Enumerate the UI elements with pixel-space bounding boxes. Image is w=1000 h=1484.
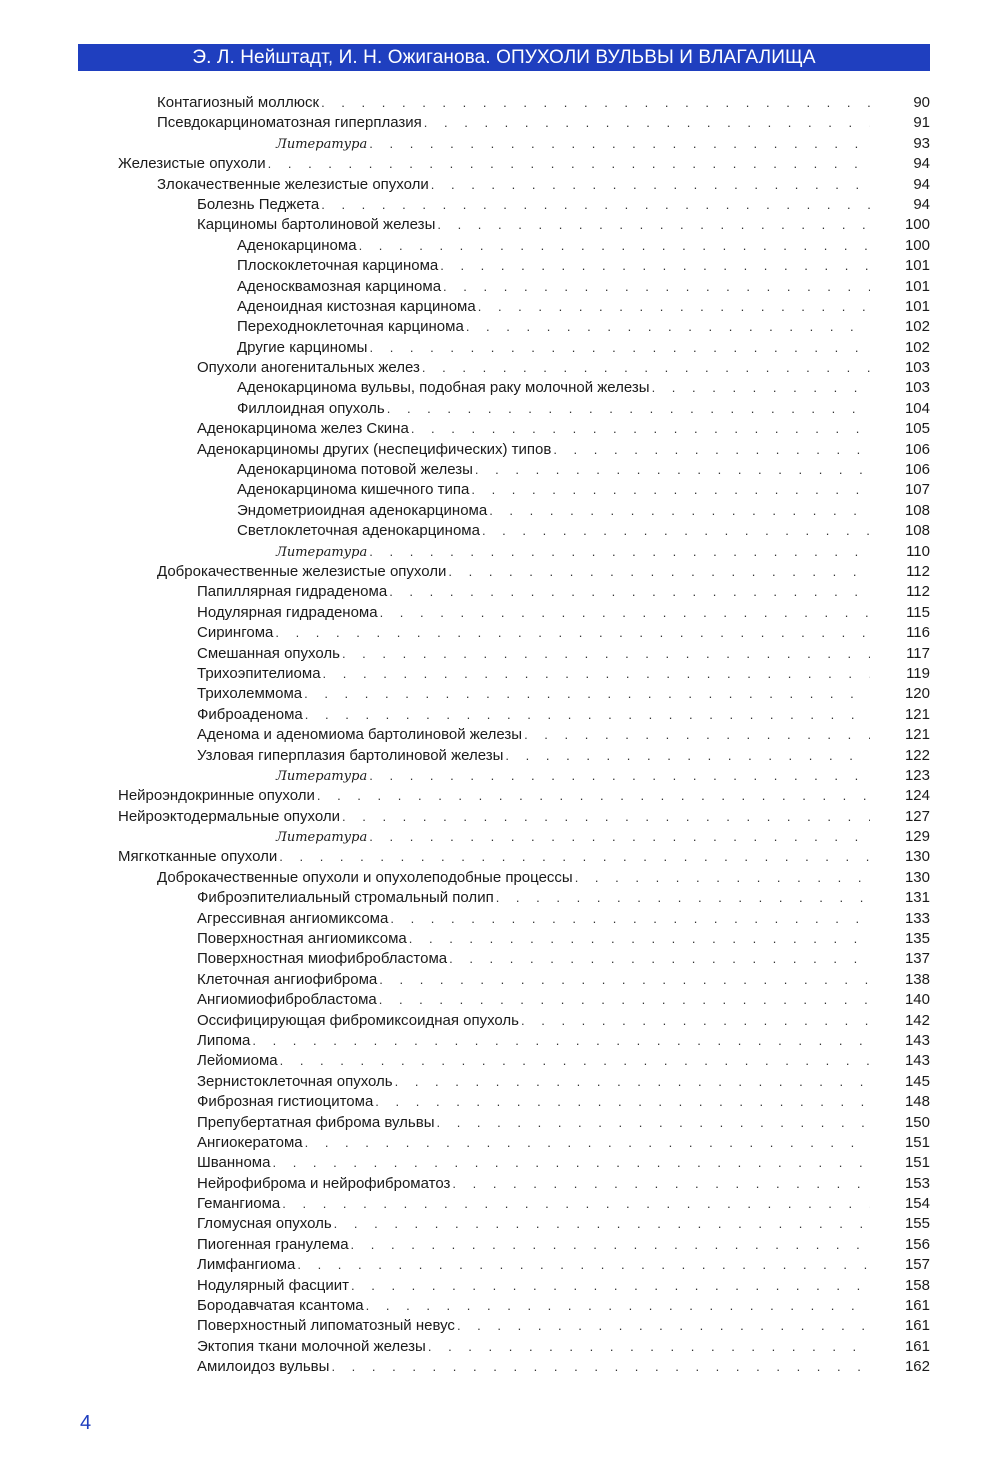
- toc-entry[interactable]: [0, 175, 1000, 195]
- toc-entry-title: Гемангиома: [197, 1194, 282, 1214]
- dot-leader: [321, 195, 870, 215]
- toc-entry-title: Зернистоклеточная опухоль: [197, 1072, 395, 1092]
- dot-leader: [342, 807, 870, 827]
- toc-entry-title: Сирингома: [197, 623, 275, 643]
- dot-leader: [342, 644, 870, 664]
- toc-entry-page: 131: [904, 889, 930, 907]
- toc-entry-page: 94: [913, 195, 930, 213]
- toc-entry-page: 143: [904, 1031, 930, 1049]
- toc-entry[interactable]: [0, 1296, 1000, 1316]
- toc-entry-page: 143: [904, 1052, 930, 1070]
- toc-entry-page: 155: [904, 1215, 930, 1233]
- dot-leader: [428, 1337, 870, 1357]
- toc-entry[interactable]: [0, 1194, 1000, 1214]
- toc-entry-page: 90: [913, 94, 930, 111]
- toc-entry-title: Аденокарциномы других (неспецифических) типов: [197, 440, 553, 460]
- toc-entry[interactable]: [0, 990, 1000, 1010]
- dot-leader: [351, 1276, 870, 1296]
- toc-entry-title: Пиогенная гранулема: [197, 1235, 351, 1255]
- toc-entry[interactable]: [0, 1174, 1000, 1194]
- dot-leader: [375, 1092, 870, 1112]
- toc-entry-page: 94: [913, 175, 930, 193]
- toc-entry[interactable]: [0, 746, 1000, 766]
- toc-entry-page: 117: [906, 644, 930, 662]
- toc-entry-page: 138: [904, 970, 930, 988]
- toc-entry[interactable]: [0, 501, 1000, 521]
- toc-entry-title: Трихоэпителиома: [197, 664, 323, 684]
- toc-entry-title: Филлоидная опухоль: [237, 399, 387, 419]
- dot-leader: [369, 338, 870, 358]
- toc-entry[interactable]: [0, 603, 1000, 623]
- toc-entry-title: Плоскоклеточная карцинома: [237, 256, 440, 276]
- toc-entry-title: Аденосквамозная карцинома: [237, 277, 443, 297]
- toc-entry[interactable]: [0, 419, 1000, 439]
- toc-entry[interactable]: [0, 480, 1000, 500]
- toc-entry-page: 130: [904, 848, 930, 866]
- dot-leader: [422, 358, 870, 378]
- toc-entry-page: 154: [904, 1195, 930, 1213]
- toc-entry-page: 133: [904, 909, 930, 927]
- toc-entry[interactable]: [0, 888, 1000, 908]
- dot-leader: [478, 297, 870, 317]
- toc-entry-page: 119: [906, 664, 930, 682]
- toc-entry-title: Аденоидная кистозная карцинома: [237, 297, 478, 317]
- toc-entry-page: 122: [904, 746, 930, 764]
- dot-leader: [275, 623, 870, 643]
- toc-entry[interactable]: [0, 725, 1000, 745]
- toc-entry-title: Литература: [276, 543, 369, 563]
- toc-entry[interactable]: [0, 236, 1000, 256]
- toc-entry-title: Поверхностная ангиомиксома: [197, 929, 409, 949]
- toc-entry[interactable]: [0, 807, 1000, 827]
- toc-entry-title: Клеточная ангиофиброма: [197, 970, 379, 990]
- toc-entry[interactable]: [0, 154, 1000, 174]
- toc-entry[interactable]: [0, 970, 1000, 990]
- dot-leader: [252, 1031, 870, 1051]
- toc-entry[interactable]: [0, 1011, 1000, 1031]
- toc-entry-title: Ангиокератома: [197, 1133, 305, 1153]
- toc-entry-title: Нейроэктодермальные опухоли: [118, 807, 342, 827]
- toc-entry-title: Амилоидоз вульвы: [197, 1357, 331, 1377]
- toc-entry-title: Переходноклеточная карцинома: [237, 317, 466, 337]
- toc-entry-page: 100: [904, 236, 930, 254]
- toc-entry-page: 151: [904, 1154, 930, 1172]
- toc-entry-page: 101: [904, 277, 930, 295]
- toc-entry-page: 104: [904, 399, 930, 417]
- toc-entry-title: Аденокарцинома вульвы, подобная раку молочной железы: [237, 378, 652, 398]
- toc-entry-page: 162: [904, 1358, 930, 1376]
- toc-entry-title: Фиброзная гистиоцитома: [197, 1092, 375, 1112]
- toc-entry[interactable]: [0, 1214, 1000, 1234]
- toc-entry[interactable]: [0, 664, 1000, 684]
- toc-entry-title: Нодулярная гидраденома: [197, 603, 380, 623]
- toc-entry-page: 91: [913, 114, 930, 132]
- toc-entry-title: Поверхностная миофибробластома: [197, 949, 449, 969]
- toc-entry-title: Аденома и аденомиома бартолиновой железы: [197, 725, 524, 745]
- toc-entry-title: Папиллярная гидраденома: [197, 582, 389, 602]
- dot-leader: [437, 215, 870, 235]
- dot-leader: [380, 603, 870, 623]
- dot-leader: [387, 399, 870, 419]
- toc-entry[interactable]: [0, 1153, 1000, 1173]
- toc-entry[interactable]: [0, 1072, 1000, 1092]
- toc-entry[interactable]: [0, 623, 1000, 643]
- toc-entry-page: 106: [904, 440, 930, 458]
- toc-entry-title: Аденокарцинома кишечного типа: [237, 480, 471, 500]
- toc-entry-title: Нейроэндокринные опухоли: [118, 786, 317, 806]
- dot-leader: [280, 1051, 870, 1071]
- toc-entry-page: 106: [904, 461, 930, 479]
- toc-entry-title: Эндометриоидная аденокарцинома: [237, 501, 489, 521]
- dot-leader: [409, 929, 870, 949]
- toc-entry-title: Аденокарцинома: [237, 236, 359, 256]
- dot-leader: [475, 460, 870, 480]
- dot-leader: [334, 1214, 870, 1234]
- toc-entry[interactable]: [0, 460, 1000, 480]
- toc-entry-page: 102: [904, 318, 930, 336]
- toc-entry-page: 108: [904, 522, 930, 540]
- dot-leader: [466, 317, 870, 337]
- toc-entry-page: 103: [904, 359, 930, 377]
- toc-entry[interactable]: [0, 521, 1000, 541]
- toc-entry[interactable]: [0, 684, 1000, 704]
- toc-entry-title: Светлоклеточная аденокарцинома: [237, 521, 482, 541]
- toc-entry[interactable]: [0, 317, 1000, 337]
- dot-leader: [379, 970, 870, 990]
- toc-entry[interactable]: [0, 786, 1000, 806]
- toc-entry[interactable]: [0, 113, 1000, 133]
- toc-entry-title: Гломусная опухоль: [197, 1214, 334, 1234]
- toc-entry-title: Болезнь Педжета: [197, 195, 321, 215]
- toc-entry[interactable]: [0, 338, 1000, 358]
- toc-entry-title: Поверхностный липоматозный невус: [197, 1316, 457, 1336]
- toc-entry-title: Псевдокарциноматозная гиперплазия: [157, 113, 424, 133]
- toc-entry[interactable]: [0, 929, 1000, 949]
- toc-entry-title: Смешанная опухоль: [197, 644, 342, 664]
- toc-entry-page: 115: [906, 603, 930, 621]
- toc-entry-title: Карциномы бартолиновой железы: [197, 215, 437, 235]
- toc-entry-page: 148: [904, 1093, 930, 1111]
- dot-leader: [452, 1174, 870, 1194]
- toc-entry-page: 120: [904, 685, 930, 703]
- toc-entry[interactable]: [0, 1255, 1000, 1275]
- dot-leader: [351, 1235, 870, 1255]
- toc-literature-entry[interactable]: [0, 542, 1000, 562]
- dot-leader: [575, 868, 870, 888]
- dot-leader: [521, 1011, 870, 1031]
- toc-entry[interactable]: [0, 562, 1000, 582]
- dot-leader: [471, 480, 870, 500]
- dot-leader: [369, 542, 870, 562]
- toc-entry-page: 108: [904, 501, 930, 519]
- toc-entry[interactable]: [0, 440, 1000, 460]
- toc-entry[interactable]: [0, 93, 1000, 113]
- toc-entry[interactable]: [0, 297, 1000, 317]
- toc-entry-page: 101: [904, 257, 930, 275]
- toc-entry[interactable]: [0, 378, 1000, 398]
- toc-entry-page: 130: [904, 868, 930, 886]
- toc-entry-page: 121: [904, 705, 930, 723]
- dot-leader: [369, 766, 870, 786]
- dot-leader: [436, 1113, 870, 1133]
- toc-entry-title: Липома: [197, 1031, 252, 1051]
- toc-entry[interactable]: [0, 705, 1000, 725]
- toc-entry[interactable]: [0, 1316, 1000, 1336]
- dot-leader: [449, 949, 870, 969]
- dot-leader: [331, 1357, 870, 1377]
- toc-entry-title: Аденокарцинома желез Скина: [197, 419, 411, 439]
- toc-entry-page: 103: [904, 379, 930, 397]
- toc-entry-page: 142: [904, 1011, 930, 1029]
- toc-entry[interactable]: [0, 1276, 1000, 1296]
- toc-entry[interactable]: [0, 399, 1000, 419]
- toc-entry-page: 157: [904, 1256, 930, 1274]
- dot-leader: [411, 419, 870, 439]
- dot-leader: [369, 827, 870, 847]
- toc-literature-entry[interactable]: [0, 134, 1000, 154]
- toc-entry-title: Эктопия ткани молочной железы: [197, 1337, 428, 1357]
- toc-entry-page: 112: [906, 583, 930, 601]
- toc-entry-title: Ангиомиофибробластома: [197, 990, 379, 1010]
- toc-entry-page: 105: [904, 420, 930, 438]
- toc-entry-title: Оссифицирующая фибромиксоидная опухоль: [197, 1011, 521, 1031]
- toc-entry[interactable]: [0, 1357, 1000, 1377]
- toc-entry-title: Аденокарцинома потовой железы: [237, 460, 475, 480]
- toc-entry[interactable]: [0, 1113, 1000, 1133]
- dot-leader: [321, 93, 870, 113]
- toc-entry[interactable]: [0, 277, 1000, 297]
- toc-literature-entry[interactable]: [0, 827, 1000, 847]
- toc-entry-page: 137: [904, 950, 930, 968]
- toc-entry[interactable]: [0, 1235, 1000, 1255]
- toc-entry-title: Трихолеммома: [197, 684, 304, 704]
- dot-leader: [443, 277, 870, 297]
- dot-leader: [379, 990, 870, 1010]
- toc-entry[interactable]: [0, 1337, 1000, 1357]
- dot-leader: [505, 746, 870, 766]
- dot-leader: [359, 236, 870, 256]
- dot-leader: [369, 134, 870, 154]
- table-of-contents: [0, 93, 1000, 1378]
- toc-entry-title: Нодулярный фасциит: [197, 1276, 351, 1296]
- toc-entry-page: 94: [913, 155, 930, 173]
- toc-entry-page: 150: [904, 1113, 930, 1131]
- toc-entry-title: Лимфангиома: [197, 1255, 297, 1275]
- toc-entry-page: 100: [904, 216, 930, 234]
- toc-entry-title: Узловая гиперплазия бартолиновой железы: [197, 746, 505, 766]
- toc-entry-page: 123: [904, 766, 930, 784]
- toc-entry-page: 161: [904, 1317, 930, 1335]
- toc-entry-title: Доброкачественные железистые опухоли: [157, 562, 448, 582]
- toc-entry-title: Мягкотканные опухоли: [118, 847, 279, 867]
- toc-entry[interactable]: [0, 256, 1000, 276]
- dot-leader: [297, 1255, 870, 1275]
- toc-entry-title: Бородавчатая ксантома: [197, 1296, 366, 1316]
- toc-entry-page: 107: [904, 481, 930, 499]
- toc-entry-page: 161: [904, 1297, 930, 1315]
- dot-leader: [390, 909, 870, 929]
- toc-entry-page: 112: [906, 562, 930, 580]
- toc-entry-title: Фиброэпителиальный стромальный полип: [197, 888, 496, 908]
- dot-leader: [431, 175, 870, 195]
- toc-entry-page: 116: [906, 624, 930, 642]
- toc-entry-title: Шваннома: [197, 1153, 272, 1173]
- toc-entry[interactable]: [0, 215, 1000, 235]
- toc-entry-page: 156: [904, 1235, 930, 1253]
- toc-entry-title: Злокачественные железистые опухоли: [157, 175, 431, 195]
- dot-leader: [482, 521, 870, 541]
- dot-leader: [395, 1072, 870, 1092]
- dot-leader: [282, 1194, 870, 1214]
- toc-entry[interactable]: [0, 868, 1000, 888]
- toc-entry-title: Препубертатная фиброма вульвы: [197, 1113, 436, 1133]
- toc-entry-page: 93: [913, 134, 930, 152]
- toc-entry-page: 153: [904, 1174, 930, 1192]
- toc-entry-page: 158: [904, 1276, 930, 1294]
- toc-entry[interactable]: [0, 1133, 1000, 1153]
- toc-entry[interactable]: [0, 847, 1000, 867]
- dot-leader: [489, 501, 870, 521]
- toc-entry[interactable]: [0, 1092, 1000, 1112]
- toc-entry-page: 121: [904, 726, 930, 744]
- dot-leader: [323, 664, 870, 684]
- toc-entry-title: Лейомиома: [197, 1051, 280, 1071]
- toc-entry[interactable]: [0, 644, 1000, 664]
- toc-entry[interactable]: [0, 582, 1000, 602]
- dot-leader: [457, 1316, 870, 1336]
- toc-entry-title: Литература: [276, 135, 369, 155]
- toc-entry-page: 124: [904, 787, 930, 805]
- toc-entry-title: Нейрофиброма и нейрофиброматоз: [197, 1174, 452, 1194]
- toc-entry[interactable]: [0, 949, 1000, 969]
- toc-entry-page: 161: [904, 1337, 930, 1355]
- toc-entry-title: Контагиозный моллюск: [157, 93, 321, 113]
- toc-entry-page: 101: [904, 297, 930, 315]
- toc-entry[interactable]: [0, 195, 1000, 215]
- toc-entry-title: Агрессивная ангиомиксома: [197, 909, 390, 929]
- toc-entry-page: 151: [904, 1133, 930, 1151]
- running-header: Э. Л. Нейштадт, И. Н. Ожиганова. ОПУХОЛИ ВУЛЬВЫ И ВЛАГАЛИЩА: [78, 44, 930, 71]
- toc-entry-title: Железистые опухоли: [118, 154, 268, 174]
- toc-entry[interactable]: [0, 1031, 1000, 1051]
- toc-entry-title: Фиброаденома: [197, 705, 305, 725]
- toc-entry-title: Литература: [276, 828, 369, 848]
- toc-entry-page: 110: [906, 542, 930, 560]
- toc-entry-page: 129: [904, 828, 930, 846]
- toc-entry-title: Другие карциномы: [237, 338, 369, 358]
- dot-leader: [279, 847, 870, 867]
- dot-leader: [268, 154, 870, 174]
- dot-leader: [317, 786, 870, 806]
- toc-literature-entry[interactable]: [0, 766, 1000, 786]
- toc-entry-title: Опухоли аногенитальных желез: [197, 358, 422, 378]
- dot-leader: [553, 440, 870, 460]
- dot-leader: [305, 1133, 870, 1153]
- dot-leader: [304, 684, 870, 704]
- toc-entry[interactable]: [0, 909, 1000, 929]
- dot-leader: [496, 888, 870, 908]
- page-number: 4: [80, 1412, 92, 1434]
- toc-entry-page: 140: [904, 991, 930, 1009]
- toc-entry-page: 102: [904, 338, 930, 356]
- toc-entry-page: 127: [904, 807, 930, 825]
- toc-entry-title: Доброкачественные опухоли и опухолеподобные процессы: [157, 868, 575, 888]
- dot-leader: [448, 562, 870, 582]
- dot-leader: [272, 1153, 870, 1173]
- dot-leader: [305, 705, 870, 725]
- dot-leader: [524, 725, 870, 745]
- toc-entry[interactable]: [0, 1051, 1000, 1071]
- toc-entry-page: 135: [904, 930, 930, 948]
- toc-entry-title: Литература: [276, 767, 369, 787]
- dot-leader: [652, 378, 870, 398]
- dot-leader: [424, 113, 870, 133]
- toc-entry[interactable]: [0, 358, 1000, 378]
- dot-leader: [389, 582, 870, 602]
- toc-entry-page: 145: [904, 1072, 930, 1090]
- dot-leader: [366, 1296, 870, 1316]
- dot-leader: [440, 256, 870, 276]
